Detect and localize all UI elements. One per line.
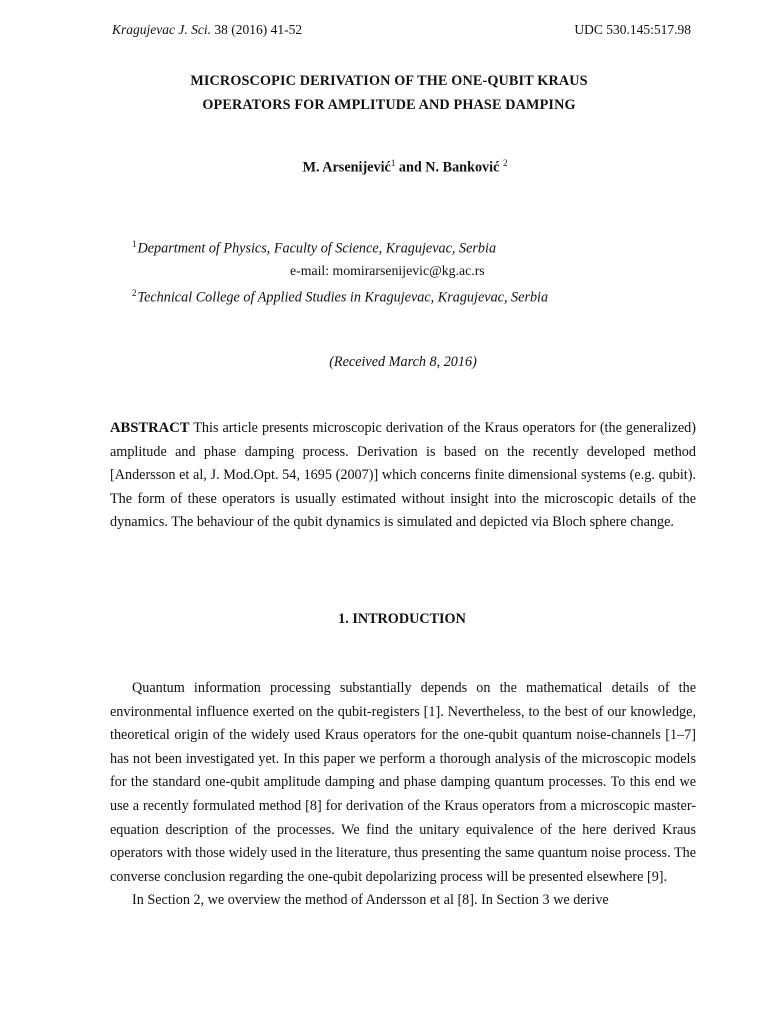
author-1-sup: 1 — [390, 158, 396, 168]
abstract-keyword: ABSTRACT — [110, 420, 190, 436]
affiliation-1-text: Department of Physics, Faculty of Science, Kragujevac, Serbia — [137, 240, 497, 257]
journal-volume: 38 (2016) 41-52 — [214, 22, 303, 37]
affiliation-2-text: Technical College of Applied Studies in Kragujevac, Kragujevac, Serbia — [137, 289, 549, 306]
introduction-paragraph: Quantum information processing substantially depends on the mathematical details of the environmental influence exerted on the qubit-registers [1]. Nevertheless, to the best of our knowledge, theoretical origin of the widely used Kraus operators for the one-qubit quantum noise-channels [1–7] has not been investigated yet. In this paper we perform a thorough analysis of the microscopic models for the standard one-qubit amplitude damping and phase damping quantum processes. To this end we use a recently formulated method [8] for derivation of the Kraus operators from a microscopic master-equation description of the processes. We find the unitary equivalence of the here derived Kraus operators with those widely used in the literature, thus presenting the same quantum noise process. The converse conclusion regarding the one-qubit depolarizing process will be presented elsewhere [9]. — [110, 680, 696, 885]
udc-code: UDC 530.145:517.98 — [574, 22, 691, 37]
abstract — [110, 417, 696, 535]
introduction-body — [110, 677, 696, 913]
author-list — [0, 158, 768, 177]
running-header — [112, 22, 691, 38]
journal-citation — [112, 22, 302, 38]
affiliation-2-sup: 2 — [132, 288, 137, 298]
abstract-text: This article presents microscopic derivation of the Kraus operators for (the generalized) amplitude and phase damping process. Derivation is based on the recently developed method [Andersson et al, J. Mod.Opt. 54, 1695 (2007)] which concerns finite dimensional systems (e.g. qubit). The form of these operators is usually estimated without insight into the microscopic details of the dynamics. The behaviour of the qubit dynamics is simulated and depicted via Bloch sphere change. — [110, 420, 696, 531]
title-line-2: OPERATORS FOR AMPLITUDE AND PHASE DAMPING — [202, 97, 576, 113]
introduction-paragraph: In Section 2, we overview the method of Andersson et al [8]. In Section 3 we derive — [132, 892, 609, 909]
author-1: M. Arsenijević — [302, 159, 391, 176]
affiliation-2 — [132, 288, 548, 307]
affiliation-1-sup: 1 — [132, 239, 137, 249]
author-email: e-mail: momirarsenijevic@kg.ac.rs — [290, 263, 485, 278]
section-heading-introduction: 1. INTRODUCTION — [338, 611, 466, 627]
author-connector: and — [398, 159, 422, 176]
title-line-1: MICROSCOPIC DERIVATION OF THE ONE-QUBIT KRAUS — [190, 73, 588, 89]
author-2: N. Banković — [425, 159, 500, 176]
affiliation-1 — [132, 239, 496, 258]
journal-name: Kragujevac J. Sci. — [112, 22, 211, 37]
author-2-sup: 2 — [502, 158, 508, 168]
paper-title — [90, 69, 688, 117]
received-date: (Received March 8, 2016) — [329, 354, 477, 370]
